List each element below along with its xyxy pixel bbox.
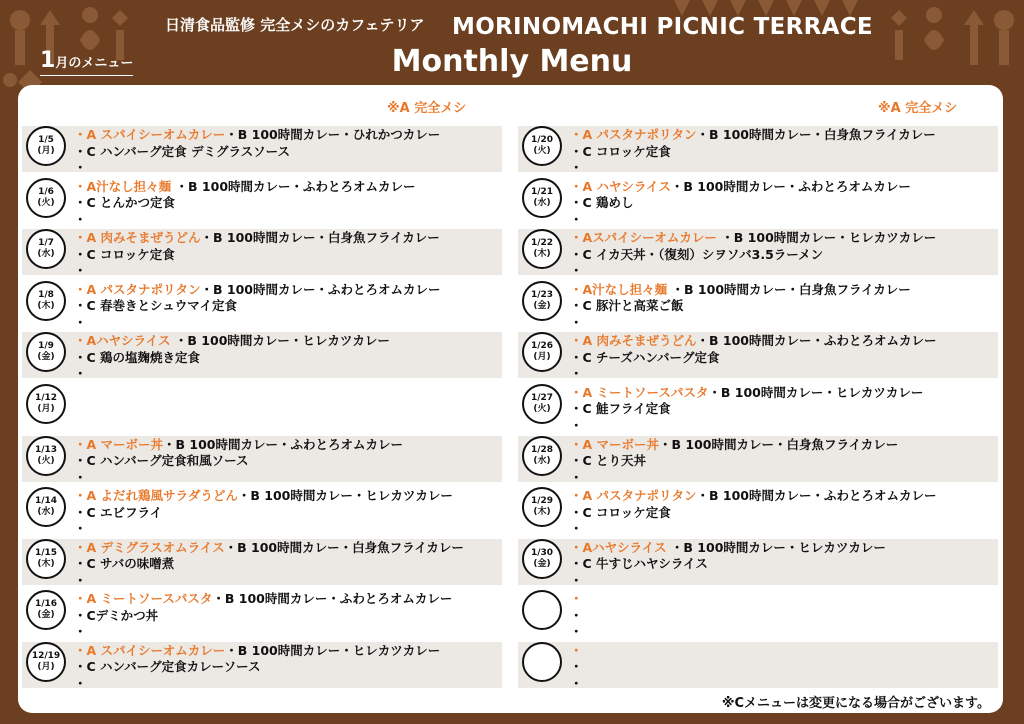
menu-a: ・A ミートソースパスタ [74, 591, 213, 607]
menu-a: ・A ハヤシライス [570, 178, 671, 194]
menu-b: ・B 100時間カレー・白身魚フライカレー [224, 539, 464, 555]
menu-b: ・B 100時間カレー・ふわとろオムカレー [670, 178, 911, 194]
menu-row [22, 126, 502, 175]
menu-row [22, 539, 502, 588]
date-circle [522, 229, 562, 269]
menu-row [518, 384, 998, 433]
menu-c: ・C コロッケ定食 [570, 143, 671, 159]
menu-bullet: ・ [74, 263, 87, 279]
month-number: 1 [40, 48, 56, 73]
menu-row [22, 384, 502, 430]
menu-items [570, 591, 583, 641]
menu-items [74, 230, 440, 280]
menu-c: ・C ハンバーグ定食カレーソース [74, 659, 261, 675]
date-label: 1/20 [530, 135, 554, 145]
weekday-label: (金) [533, 558, 551, 569]
date-label: 1/30 [530, 547, 554, 558]
date-label: 1/5 [38, 135, 54, 145]
date-circle [522, 281, 562, 321]
date-circle [522, 590, 562, 630]
menu-a: ・A デミグラスオムライス [74, 539, 225, 555]
footnote: ※Cメニューは変更になる場合がございます。 [721, 696, 990, 711]
date-label: 1/22 [530, 238, 554, 249]
menu-b: ・B 100時間カレー・白身魚フライカレー [696, 127, 936, 142]
menu-a: ・A スパイシーオムカレー [74, 642, 226, 658]
date-circle [522, 642, 562, 682]
menu-row [518, 642, 998, 691]
weekday-label: (金) [37, 610, 55, 621]
date-circle [26, 642, 66, 682]
menu-items [74, 591, 452, 641]
date-label: 1/21 [530, 186, 554, 197]
menu-row [518, 487, 998, 537]
menu-bullet: ・ [570, 624, 583, 640]
menu-row [518, 281, 998, 330]
menu-a: ・A パスタナポリタン [570, 127, 697, 142]
weekday-label: (火) [37, 455, 55, 466]
menu-items [74, 643, 440, 693]
weekday-label: (水) [37, 249, 55, 260]
menu-row [518, 126, 998, 175]
menu-items [74, 179, 416, 229]
menu-bullet: ・ [74, 366, 87, 382]
menu-a: ・ [570, 642, 583, 658]
date-label: 1/8 [38, 289, 54, 300]
menu-b: ・B 100時間カレー・ふわとろオムカレー [696, 333, 937, 349]
menu-a: ・A スパイシーオムカレー [74, 127, 226, 142]
weekday-label: (木) [533, 249, 551, 260]
date-label: 1/16 [34, 599, 58, 610]
weekday-label: (木) [533, 507, 551, 518]
menu-items [570, 230, 936, 280]
menu-c: ・ [570, 607, 583, 623]
menu-row [22, 229, 502, 279]
date-circle [26, 332, 66, 372]
date-label: 1/13 [34, 444, 58, 455]
menu-row [22, 642, 502, 691]
date-label: 1/27 [530, 392, 554, 403]
menu-b: ・B 100時間カレー・ヒレカツカレー [170, 333, 390, 349]
menu-c: ・C 鶏めし [570, 195, 634, 211]
weekday-label: (水) [37, 507, 55, 518]
menu-c: ・C チーズハンバーグ定食 [570, 349, 720, 365]
weekday-label: (金) [37, 352, 55, 363]
header-title: MORINOMACHI PICNIC TERRACE [452, 14, 873, 40]
menu-c: ・C サバの味噌煮 [74, 556, 175, 572]
date-label: 1/26 [530, 341, 554, 352]
date-label: 1/28 [530, 444, 554, 455]
menu-a: ・A パスタナポリタン [74, 281, 201, 297]
menu-b: ・B 100時間カレー・ヒレカツカレー [237, 488, 453, 504]
menu-a: ・A パスタナポリタン [570, 488, 697, 504]
date-circle [522, 436, 562, 476]
menu-items [570, 488, 937, 538]
month-label [40, 48, 133, 76]
menu-bullet: ・ [74, 160, 87, 175]
date-circle [26, 178, 66, 218]
menu-b: ・B 100時間カレー・ひれかつカレー [225, 127, 441, 142]
menu-c: ・C ハンバーグ定食和風ソース [74, 453, 249, 469]
menu-bullet: ・ [74, 469, 87, 485]
menu-b: ・B 100時間カレー・ふわとろオムカレー [200, 281, 441, 297]
menu-a: ・Aハヤシライス [570, 539, 667, 555]
date-label: 1/15 [34, 547, 58, 558]
weekday-label: (水) [533, 197, 551, 208]
menu-row [22, 590, 502, 640]
menu-items [570, 643, 583, 693]
menu-a: ・A マーボー丼 [74, 436, 164, 452]
weekday-label: (火) [533, 146, 551, 156]
menu-row [518, 590, 998, 640]
menu-c: ・Cデミかつ丼 [74, 607, 159, 623]
menu-items [74, 488, 453, 538]
menu-bullet: ・ [570, 366, 583, 382]
date-circle [522, 332, 562, 372]
menu-c: ・C 鮭フライ定食 [570, 401, 671, 417]
menu-items [74, 437, 403, 487]
menu-bullet: ・ [74, 624, 87, 640]
date-circle [522, 178, 562, 218]
menu-b: ・B 100時間カレー・白身魚フライカレー [667, 281, 911, 297]
weekday-label: (木) [37, 558, 55, 569]
menu-c: ・C エビフライ [74, 504, 163, 520]
weekday-label: (金) [533, 300, 551, 311]
menu-a: ・A 肉みそまぜうどん [570, 333, 697, 349]
menu-bullet: ・ [570, 211, 583, 227]
date-circle [522, 487, 562, 527]
menu-a: ・A マーボー丼 [570, 436, 660, 452]
date-circle [26, 539, 66, 579]
menu-row [518, 229, 998, 279]
date-circle [26, 126, 66, 166]
menu-bullet: ・ [570, 160, 583, 175]
menu-bullet: ・ [570, 675, 583, 691]
date-circle [26, 384, 66, 424]
menu-c: ・C 豚汁と高菜ご飯 [570, 298, 684, 314]
menu-c: ・C とんかつ定食 [74, 195, 176, 211]
menu-a: ・A汁なし担々麺 [74, 178, 172, 194]
menu-c: ・C イカ天丼・（復刻）シヲソバ3.5ラーメン [570, 246, 824, 262]
menu-bullet: ・ [74, 521, 87, 537]
legend-left: ※A 完全メシ [387, 101, 467, 116]
date-circle [522, 539, 562, 579]
menu-row [518, 539, 998, 588]
menu-b: ・B 100時間カレー・白身魚フライカレー [200, 230, 440, 246]
legend-right: ※A 完全メシ [878, 101, 958, 116]
date-label: 1/29 [530, 496, 554, 507]
menu-b: ・B 100時間カレー・ヒレカツカレー [666, 539, 886, 555]
date-circle [26, 436, 66, 476]
menu-row [22, 487, 502, 537]
weekday-label: (木) [37, 300, 55, 311]
menu-items [74, 333, 390, 383]
menu-a: ・ [570, 591, 583, 607]
menu-bullet: ・ [74, 572, 87, 588]
menu-b: ・B 100時間カレー・ふわとろオムカレー [212, 591, 453, 607]
menu-row [518, 178, 998, 227]
menu-bullet: ・ [570, 417, 583, 433]
date-label: 12/19 [31, 650, 61, 661]
menu-c: ・C コロッケ定食 [570, 504, 671, 520]
header-subtitle: 日清食品監修 完全メシのカフェテリア [165, 16, 425, 34]
menu-c: ・C ハンバーグ定食 デミグラスソース [74, 143, 291, 159]
menu-a: ・Aハヤシライス [74, 333, 171, 349]
date-circle [522, 384, 562, 424]
menu-a: ・A 肉みそまぜうどん [74, 230, 201, 246]
menu-items [570, 179, 911, 229]
menu-b: ・B 100時間カレー・ヒレカツカレー [716, 230, 937, 246]
menu-items [74, 127, 440, 177]
weekday-label: (月) [533, 352, 551, 363]
menu-c: ・C コロッケ定食 [74, 246, 175, 262]
weekday-label: (月) [37, 146, 55, 156]
menu-items [74, 282, 441, 332]
weekday-label: (月) [37, 661, 55, 672]
menu-items [74, 540, 464, 590]
menu-c: ・C 牛すじハヤシライス [570, 556, 708, 572]
menu-items [570, 540, 886, 590]
menu-b: ・B 100時間カレー・白身魚フライカレー [659, 436, 899, 452]
menu-row [518, 436, 998, 485]
date-circle [522, 126, 562, 166]
page-title: Monthly Menu [391, 44, 633, 79]
menu-bullet: ・ [570, 314, 583, 330]
menu-bullet: ・ [570, 263, 583, 279]
menu-c: ・C とり天丼 [570, 453, 647, 469]
date-label: 1/6 [38, 186, 54, 197]
menu-bullet: ・ [74, 675, 87, 691]
menu-c: ・C 鶏の塩麹焼き定食 [74, 349, 201, 365]
menu-bullet: ・ [570, 521, 583, 537]
menu-row [22, 178, 502, 227]
date-label: 1/7 [38, 238, 54, 249]
date-circle [26, 229, 66, 269]
date-label: 1/9 [38, 341, 54, 352]
menu-a: ・Aスパイシーオムカレー [570, 230, 717, 246]
menu-items [570, 437, 898, 487]
weekday-label: (火) [533, 403, 551, 414]
menu-items [570, 333, 937, 383]
month-suffix: 月のメニュー [55, 56, 134, 71]
date-label: 1/12 [34, 392, 58, 403]
menu-items [570, 127, 936, 177]
menu-b: ・B 100時間カレー・ヒレカツカレー [708, 384, 924, 400]
menu-items [570, 282, 911, 332]
date-label: 1/23 [530, 289, 554, 300]
menu-bullet: ・ [570, 572, 583, 588]
menu-bullet: ・ [570, 469, 583, 485]
menu-column-right [518, 126, 998, 694]
menu-b: ・B 100時間カレー・ヒレカツカレー [225, 642, 441, 658]
menu-row [22, 436, 502, 485]
date-label: 1/14 [34, 496, 58, 507]
date-circle [26, 590, 66, 630]
menu-c: ・C 春巻きとシュウマイ定食 [74, 298, 238, 314]
menu-a: ・A よだれ鶏風サラダうどん [74, 488, 238, 504]
menu-column-left [22, 126, 502, 694]
weekday-label: (月) [37, 403, 55, 414]
menu-b: ・B 100時間カレー・ふわとろオムカレー [171, 178, 416, 194]
menu-c: ・ [570, 659, 583, 675]
date-circle [26, 281, 66, 321]
menu-bullet: ・ [74, 211, 87, 227]
menu-row [518, 332, 998, 382]
date-circle [26, 487, 66, 527]
menu-row [22, 281, 502, 330]
menu-b: ・B 100時間カレー・ふわとろオムカレー [696, 488, 937, 504]
menu-row [22, 332, 502, 382]
menu-a: ・A汁なし担々麺 [570, 281, 668, 297]
menu-items [570, 385, 923, 435]
menu-a: ・A ミートソースパスタ [570, 384, 709, 400]
menu-bullet: ・ [74, 314, 87, 330]
weekday-label: (火) [37, 197, 55, 208]
menu-b: ・B 100時間カレー・ふわとろオムカレー [163, 436, 404, 452]
weekday-label: (水) [533, 455, 551, 466]
